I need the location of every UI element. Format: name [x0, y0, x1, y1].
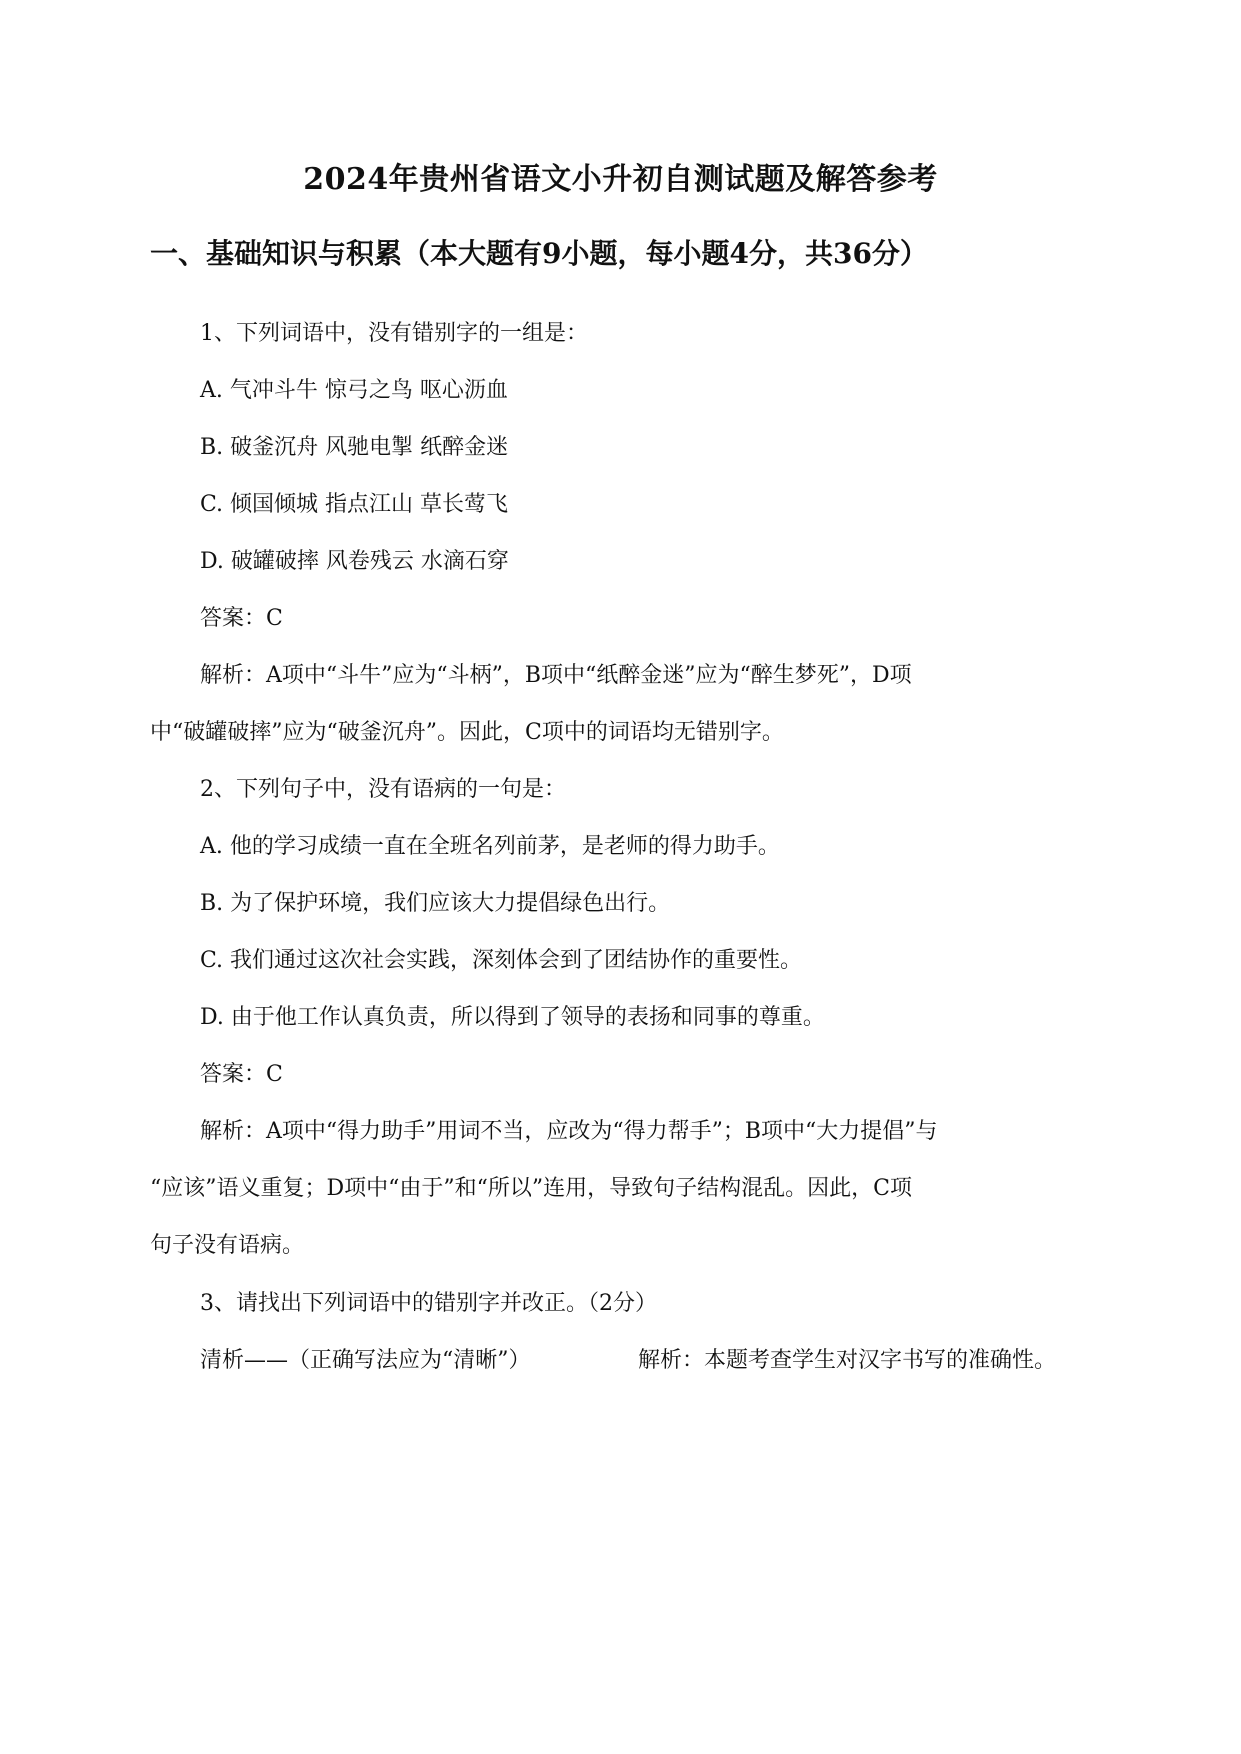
q2-option-a: A. 他的学习成绩一直在全班名列前茅，是老师的得力助手。 [200, 834, 780, 859]
q3-answer-text: 清析——（正确写法应为“清晰”） [200, 1348, 531, 1373]
q1-analysis-line1: 解析：A项中“斗牛”应为“斗柄”，B项中“纸醉金迷”应为“醉生梦死”，D项 [200, 663, 912, 688]
q2-answer: 答案：C [200, 1062, 283, 1087]
document-title: 2024年贵州省语文小升初自测试题及解答参考 [303, 162, 938, 197]
q2-option-d: D. 由于他工作认真负责，所以得到了领导的表扬和同事的尊重。 [200, 1005, 825, 1030]
q1-option-b: B. 破釜沉舟 风驰电掣 纸醉金迷 [200, 435, 509, 460]
q2-analysis-line3: 句子没有语病。 [150, 1233, 305, 1258]
q2-question: 2、下列句子中，没有语病的一句是： [200, 777, 566, 802]
q1-answer: 答案：C [200, 606, 283, 631]
section-heading: 一、基础知识与积累（本大题有9小题，每小题4分，共36分） [150, 237, 928, 270]
q1-option-d: D. 破罐破摔 风卷残云 水滴石穿 [200, 549, 509, 574]
q3-analysis-text: 解析：本题考查学生对汉字书写的准确性。 [638, 1348, 1057, 1373]
q2-analysis-line1: 解析：A项中“得力助手”用词不当，应改为“得力帮手”；B项中“大力提倡”与 [200, 1119, 938, 1144]
q2-analysis-line2: “应该”语义重复；D项中“由于”和“所以”连用，导致句子结构混乱。因此，C项 [150, 1176, 912, 1201]
q1-question: 1、下列词语中，没有错别字的一组是： [200, 321, 588, 346]
q2-option-b: B. 为了保护环境，我们应该大力提倡绿色出行。 [200, 891, 671, 916]
q1-analysis-line2: 中“破罐破摔”应为“破釜沉舟”。因此，C项中的词语均无错别字。 [150, 720, 784, 745]
q3-question: 3、请找出下列词语中的错别字并改正。（2分） [200, 1291, 657, 1316]
q1-option-c: C. 倾国倾城 指点江山 草长莺飞 [200, 492, 509, 517]
q1-option-a: A. 气冲斗牛 惊弓之鸟 呕心沥血 [200, 378, 508, 403]
q2-option-c: C. 我们通过这次社会实践，深刻体会到了团结协作的重要性。 [200, 948, 803, 973]
